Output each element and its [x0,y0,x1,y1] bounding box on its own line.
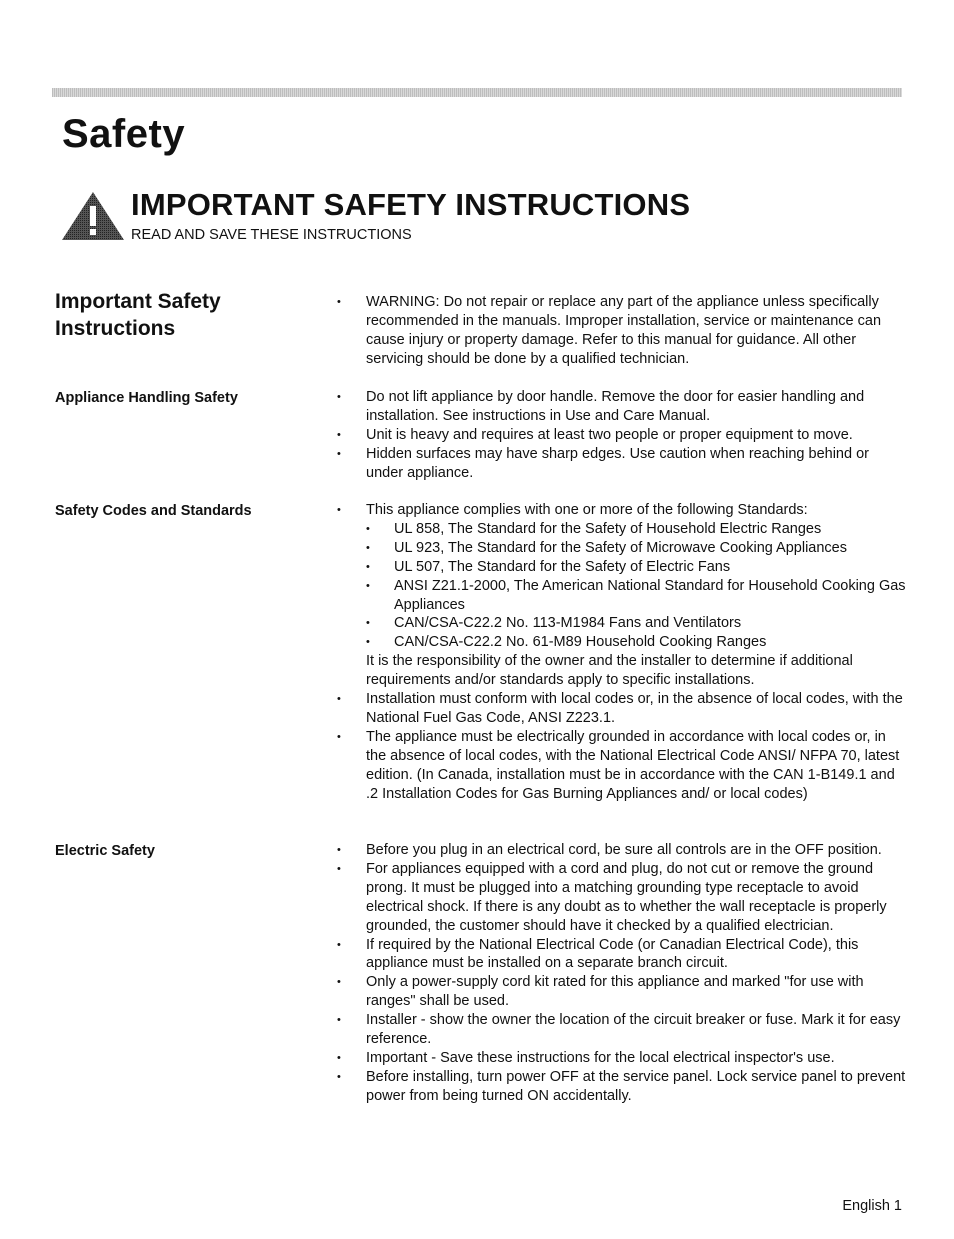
list-item: • Before installing, turn power OFF at the service panel. Lock service panel to prevent power from being turned ON accidentally. [337,1068,907,1106]
responsibility-note: It is the responsibility of the owner and the installer to determine if additional requirements and/or standards apply to specific installations. [366,653,853,689]
safety-subheading: READ AND SAVE THESE INSTRUCTIONS [131,227,412,243]
list-item: • Installation must conform with local codes or, in the absence of local codes, with the National Fuel Gas Code, ANSI Z223.1. [337,690,907,728]
standard-item: • ANSI Z21.1-2000, The American National Standard for Household Cooking Gas Appliances [366,577,907,615]
section-label-codes-standards: Safety Codes and Standards [55,503,252,519]
appliance-handling-bullets [337,388,907,483]
list-item: • Important - Save these instructions for the local electrical inspector's use. [337,1049,907,1068]
list-item: • Only a power-supply cord kit rated for this appliance and marked "for use with ranges" shall be used. [337,973,907,1011]
standard-item: • UL 507, The Standard for the Safety of Electric Fans [366,558,907,577]
safety-heading: IMPORTANT SAFETY INSTRUCTIONS [131,187,691,222]
codes-standards-bullets [337,501,907,804]
standard-item: • CAN/CSA-C22.2 No. 113-M1984 Fans and Ventilators [366,614,907,633]
list-item: • Before you plug in an electrical cord, be sure all controls are in the OFF position. [337,841,907,860]
standard-item: • UL 923, The Standard for the Safety of Microwave Cooking Appliances [366,539,907,558]
electric-bullets [337,841,907,1106]
standards-intro: This appliance complies with one or more of the following Standards: [366,502,808,518]
list-item: • Installer - show the owner the location of the circuit breaker or fuse. Mark it for easy reference. [337,1011,907,1049]
list-item: • If required by the National Electrical Code (or Canadian Electrical Code), this appliance must be installed on a separate branch circuit. [337,936,907,974]
list-item: • WARNING: Do not repair or replace any part of the appliance unless specifically recommended in the manuals. Improper installation, service or maintenance can cause injury or property damage. Refer to this manual for guidance. All other servicing should be done by a qualified technician. [337,293,907,369]
standard-item: • UL 858, The Standard for the Safety of Household Electric Ranges [366,520,907,539]
list-item: • The appliance must be electrically grounded in accordance with local codes or, in the absence of local codes, with the National Electrical Code ANSI/ NFPA 70, latest edition. (In Canada, installation must be in accordance with the CAN 1-B149.1 and .2 Installation Codes for Gas Burning Appliances and/ or local codes) [337,728,907,804]
section-title-important: Important Safety Instructions [55,290,221,340]
list-item: • For appliances equipped with a cord and plug, do not cut or remove the ground prong. It must be plugged into a matching grounding type receptacle to avoid electrical shock. If there is any doubt as to whether the wall receptacle is properly grounded, the customer should have it checked by a qualified electrician. [337,860,907,936]
list-item [337,501,907,690]
header-rule [52,88,902,97]
list-item: • Hidden surfaces may have sharp edges. Use caution when reaching behind or under appliance. [337,445,907,483]
list-item: • Unit is heavy and requires at least two people or proper equipment to move. [337,426,907,445]
list-item: • Do not lift appliance by door handle. Remove the door for easier handling and installation. See instructions in Use and Care Manual. [337,388,907,426]
page-title: Safety [62,112,186,156]
section-label-electric: Electric Safety [55,843,155,859]
section-label-appliance-handling: Appliance Handling Safety [55,390,238,406]
important-bullets [337,293,907,369]
standard-item: • CAN/CSA-C22.2 No. 61-M89 Household Cooking Ranges [366,633,907,652]
warning-triangle-icon [60,190,126,242]
standards-list [366,520,907,652]
page-footer: English 1 [842,1198,902,1214]
